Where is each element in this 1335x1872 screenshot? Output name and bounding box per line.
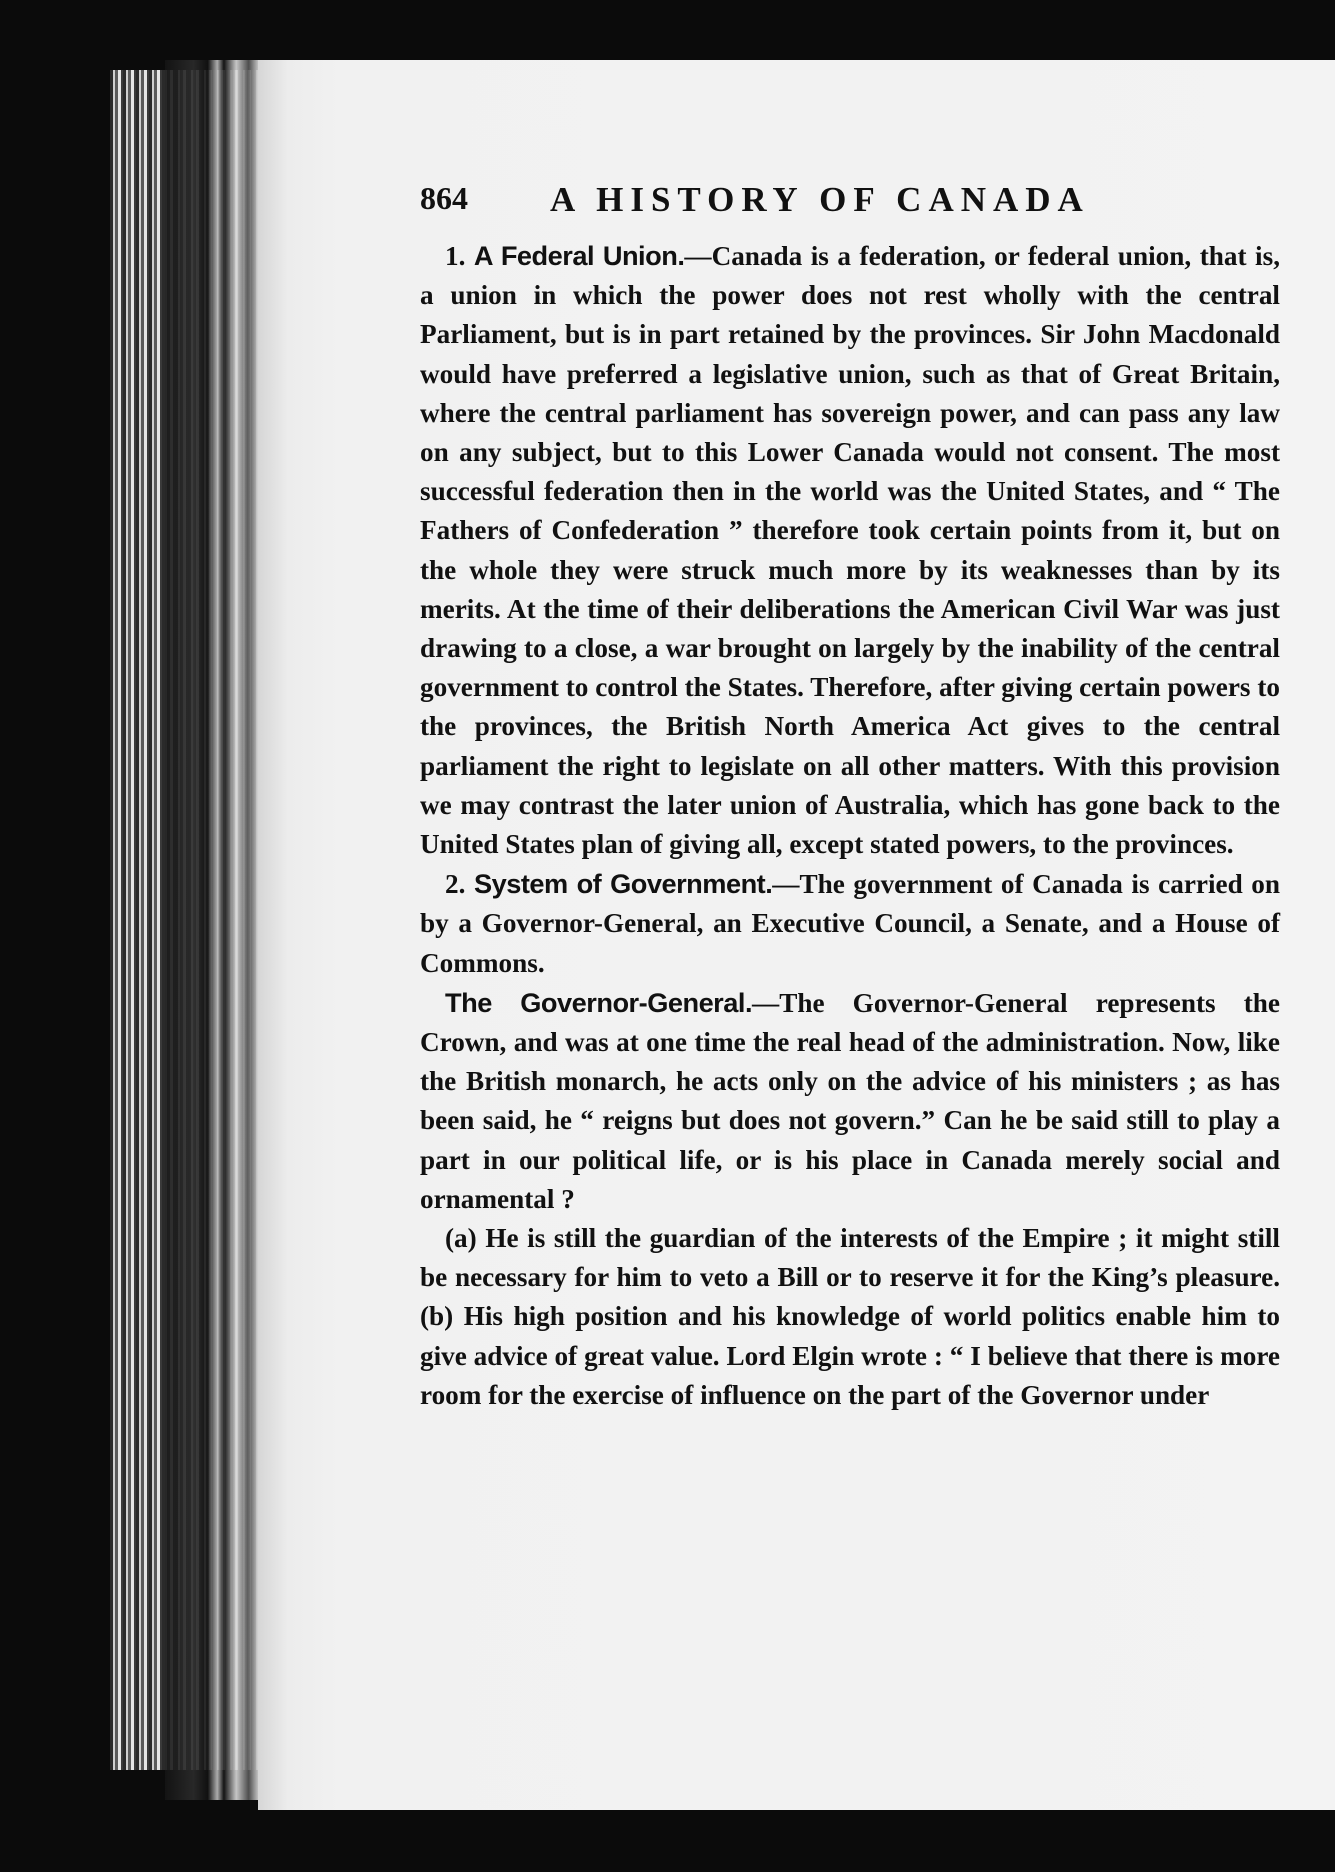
section-heading: System of Government. — [474, 868, 773, 900]
paragraph-text: —Canada is a federation, or federal union, that is, a union in which the power does not rest wholly with the central Parliament, but is in part retained by the provinces. Sir John Macdonald would have preferred a legislative union, such as that of Great Britain, where the central parliament has sovereign power, and can pass any law on any subject, but to this Lower Canada would not consent. The most successful federation then in the world was the United States, and “ The Fathers of Confederation ” therefore took certain points from it, but on the whole they were struck much more by its weaknesses than by its merits. At the time of their deliberations the American Civil War was just drawing to a close, a war brought on largely by the inability of the central government to control the States. Therefore, after giving certain powers to the provinces, the British North America Act gives to the central parliament the right to legislate on all other matters. With this provision we may contrast the later union of Australia, which has gone back to the United States plan of giving all, except stated powers, to the provinces. — [420, 241, 1280, 860]
section-number: 2. — [445, 869, 466, 900]
paragraph-text: —The Governor-General represents the Crown, and was at one time the real head of the administration. Now, like the British monarch, he acts only on the advice of his ministers ; as has been said, he “ reigns but does not govern.” Can he be said still to play a part in our political life, or is his place in Canada merely social and ornamental ? — [420, 987, 1280, 1214]
paragraph-system-of-government — [420, 864, 1280, 983]
section-heading: A Federal Union. — [473, 240, 685, 271]
paragraph-governor-general — [420, 983, 1280, 1219]
paragraph-text: (a) He is still the guardian of the interests of the Empire ; it might still be necessary for him to veto a Bill or to reserve it for the King’s pleasure. (b) His high position and his knowledge of world politics enable him to give advice of great value. Lord Elgin wrote : “ I believe that there is more room for the exercise of influence on the part of the Governor under — [420, 1223, 1280, 1410]
paragraph-federal-union — [420, 236, 1280, 864]
book-page-edges-shadow — [165, 60, 260, 1800]
page-header — [420, 180, 1280, 230]
section-number: 1. — [445, 241, 466, 271]
paragraph-text: —The government of Canada is carried on by a Governor-General, an Executive Council, a Senate, and a House of Commons. — [420, 869, 1281, 978]
page-content — [420, 180, 1280, 1415]
running-title: A HISTORY OF CANADA — [550, 180, 1090, 219]
section-heading: The Governor-General. — [445, 986, 752, 1018]
page-number: 864 — [420, 180, 468, 216]
paragraph-guardian — [420, 1219, 1280, 1415]
